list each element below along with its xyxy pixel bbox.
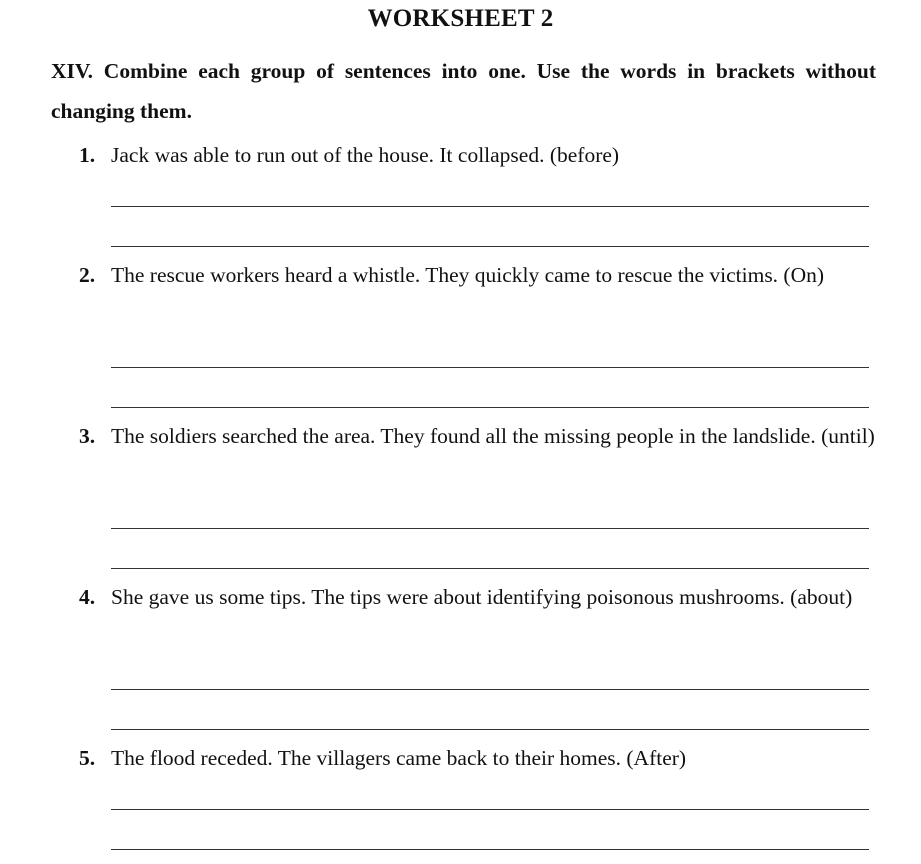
worksheet-title: WORKSHEET 2 [367,5,554,32]
question-number: 4. [79,585,96,609]
answer-line-5a[interactable] [111,809,869,810]
answer-line-3b[interactable] [111,568,869,569]
question-text: The flood receded. The villagers came back to their homes. (After) [111,746,687,770]
question-text: Jack was able to run out of the house. It collapsed. (before) [111,143,620,167]
question-text: The soldiers searched the area. They found all the missing people in the landslide. (until) [111,424,875,448]
answer-line-5b[interactable] [111,849,869,850]
answer-line-4b[interactable] [111,729,869,730]
question-number: 3. [79,424,96,448]
question-text: She gave us some tips. The tips were about identifying poisonous mushrooms. (about) [111,585,853,609]
answer-line-4a[interactable] [111,689,869,690]
answer-line-3a[interactable] [111,528,869,529]
question-number: 1. [79,143,96,167]
answer-line-2a[interactable] [111,367,869,368]
exercise-instruction: XIV. Combine each group of sentences into one. Use the words in brackets without changing them. [51,59,876,123]
answer-line-2b[interactable] [111,407,869,408]
question-number: 2. [79,263,96,287]
answer-line-1b[interactable] [111,246,869,247]
answer-line-1a[interactable] [111,206,869,207]
question-number: 5. [79,746,96,770]
question-text: The rescue workers heard a whistle. They quickly came to rescue the victims. (On) [111,263,825,287]
